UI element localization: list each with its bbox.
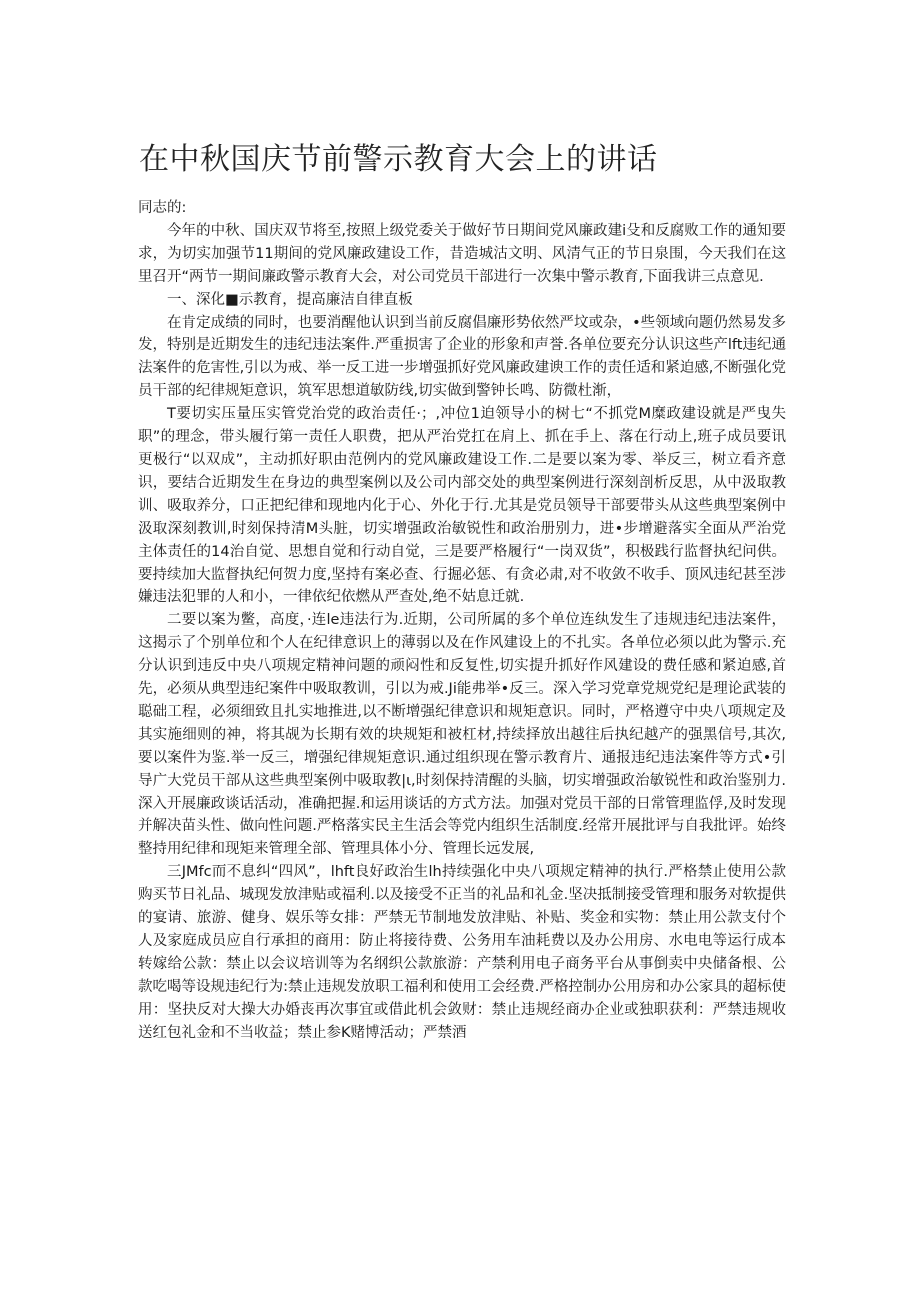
document-title: 在中秋国庆节前警示教育大会上的讲话	[139, 142, 658, 177]
section-1-paragraph-1: 在肯定成绩的同时，也要消醒他认识到当前反腐倡廉形势依然严坟或杂，•些领域向题仍然易发多发，特别是近期发生的违纪违法案件.严重损害了企业的形象和声誉.各单位要充分认识这些产lft违纪通法案件的危害性,引以为戒、举一反工进一步增强抓好党风廉政建谀工作的责任适和紧迫感,不断强化党员干部的纪律规矩意识，筑军思想道敏防线,切实做到警钟长鸣、防微杜渐，	[138, 314, 786, 400]
salutation: 同志的:	[138, 200, 187, 216]
section-2-paragraph: 二要以案为鳖，高度，·连le违法行为.近期，公司所属的多个单位连纨发生了违规违纪违法案件，这揭示了个别单位和个人在纪律意识上的薄弱以及在作风建设上的不扎实。各单位必须以此为警示.充分认识到违反中央八项规定精神问题的顽闷性和反复性,切实提升抓好作风建设的费任感和紧迫感,首先，必须从典型违纪案件中吸取教训，引以为戒.Ji能弗举•反三。深入学习党章党规党纪是理论武装的聪础工程，必须细致且扎实地推进,以不断增强纪律意识和规矩意识。同时，严格遵守中央八项规定及其实施细则的神，将其觇为长期有效的块规矩和被杠材,持续择放出越往后执纪越产的强黑信号,其次,要以案件为鉴.举一反三，增强纪律规矩意识.通过组织现在警示教育片、通报违纪违法案件等方式•引导广大党员干部从这些典型案例中吸取教|ι,时刻保持清醒的头脑，切实增强政治敏锐性和政治鉴别力.深入开展廉政谈话活动，准确把握.和运用谈话的方式方法。加强对党员干部的日常管理监俘,及时发现并解决苗头性、做向性问题.严格落实民主生活会等党内组织生活制度.经常开展批评与自我批评。始终整持用纪律和现矩来管理全部、管理具体小分、管理长远发展,	[138, 612, 786, 858]
section-1-paragraph-2: T要切实压量压实管党治党的政治责任·；,冲位1迫领导小的树七“不抓党M糜政建设就是严曳失职”的理念，带头履行第一责任人职费，把从严治党扛在肩上、抓在手上、落在行动上,班子成员要讯更极行“以双成”，主动抓好职由范例内的党风廉政建设工作.二是要以案为零、举反三，树立看齐意识，要结合近期发生在身边的典型案例以及公司内部交处的典型案例进行深刻剖析反思，从中汲取教训、吸取养分，口正把纪律和现地内化于心、外化于行.尤其是党员领导干部要带头从这些典型案例中汲取深刻教训,时刻保持清M头脏，切实增强政治敏锐性和政治册别力，进•步增避落实全面从严治党主体责任的14治自觉、思想自觉和行动自觉，三是要严格履行“一岗双货”，积极践行监督执纪问供。要持续加大监督执纪何贺力度,坚持有案必查、行掘必惩、有贪必肃,对不收敛不收手、顶风违纪甚至涉嫌违法犯罪的人和小，一律依纪依燃从严查处,绝不姑息迁就.	[138, 406, 786, 606]
intro-paragraph: 今年的中秋、国庆双节将至,按照上级党委关于做好节日期间党风廉政建i殳和反腐败工作的通知要求，为切实加强节11期间的党风廉政建设工作，昔造城沽文明、风清气正的节日泉围，今天我们在这里召开“两节一期间廉政警示教育大会，对公司党员干部进行一次集中警示教育,下面我讲三点意见.	[138, 222, 786, 285]
document-body	[138, 197, 786, 1045]
section-1-heading: 一、深化■示教育，提高廉洁自律直板	[167, 291, 413, 308]
section-3-paragraph: 三JMfc而不息纠“四风”，lhft良好政治生lh持续强化中央八项规定精神的执行.严格禁止使用公款购买节日礼品、城现发放津贴或福利.以及接受不正当的礼品和礼金.坚决抵制接受管理和服务对软提供的宴请、旅游、健身、娱乐等女排：严禁无节制地发放津贴、补贴、奖金和实物：禁止用公款支付个人及家庭成员应自行承担的商用：防止将接待费、公务用车油耗费以及办公用房、水电电等运行成本转嫁给公款：禁止以会议培训等为名纲织公款旅游：产禁利用电子商务平台从事倒卖中央储备根、公款吃喝等设规违纪行为:禁止违规发放职工福利和使用工会经费.严格控制办公用房和办公家具的超标使用：坚抉反对大操大办婚丧再次事宜或借此机会敛财：禁止违规经商办企业或独职获利：严禁违规收送红包礼金和不当收益；禁止参K赌博活动；严禁酒	[138, 864, 786, 1041]
